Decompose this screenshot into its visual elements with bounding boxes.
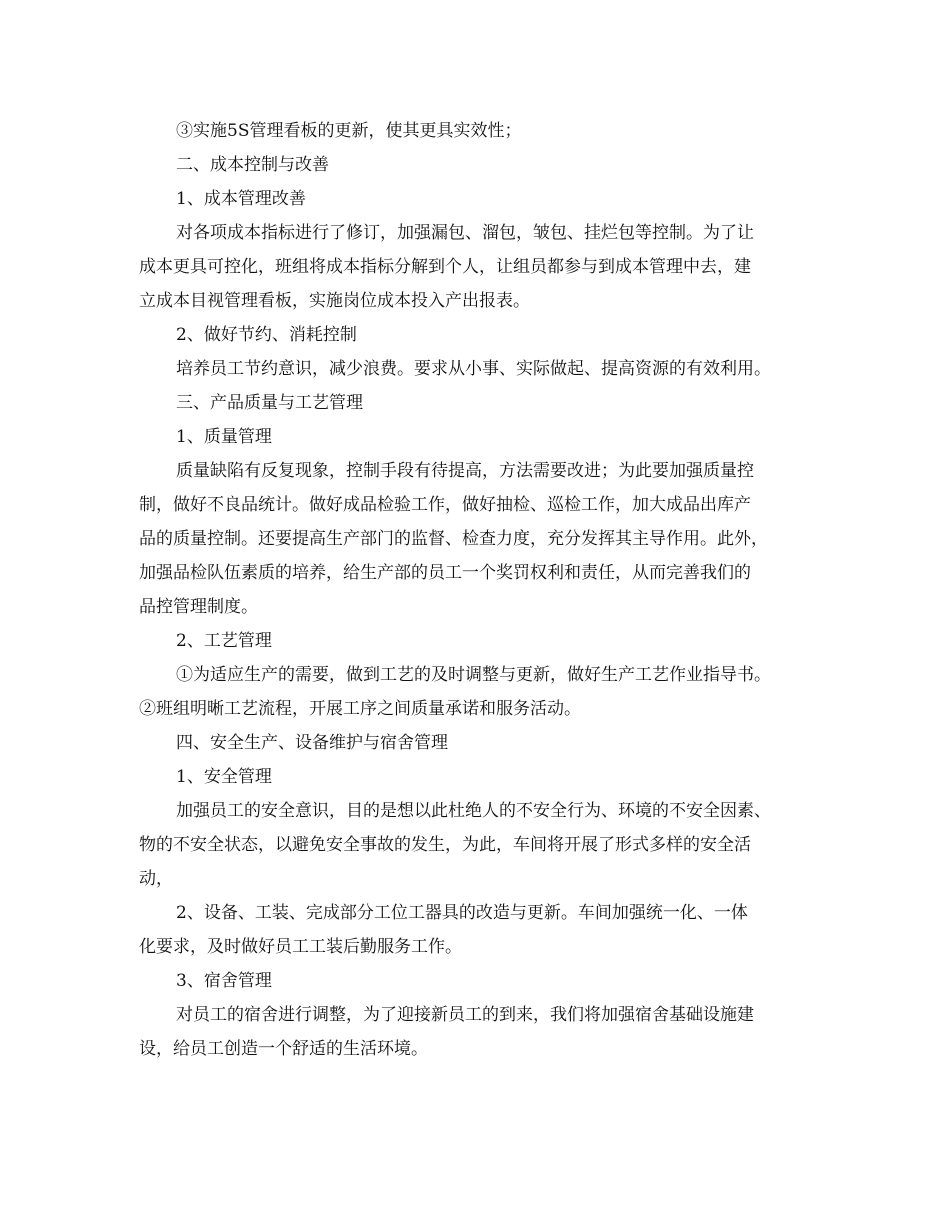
paragraph-line: 立成本目视管理看板，实施岗位成本投入产出报表。 [139,291,530,311]
section-heading-cost-control: 二、成本控制与改善 [176,155,329,175]
list-item-process: ②班组明晰工艺流程，开展工序之间质量承诺和服务活动。 [139,699,581,719]
paragraph-line: 制，做好不良品统计。做好成品检验工作，做好抽检、巡检工作，加大成品出库产 [139,495,751,515]
subheading-saving-control: 2、做好节约、消耗控制 [176,325,357,345]
list-item-process: ①为适应生产的需要，做到工艺的及时调整与更新，做好生产工艺作业指导书。 [176,665,771,685]
list-item-5s-board: ③实施5S管理看板的更新，使其更具实效性； [176,121,522,141]
document-body [139,114,839,1066]
paragraph-line: 培养员工节约意识，减少浪费。要求从小事、实际做起、提高资源的有效利用。 [176,359,771,379]
paragraph-line: 物的不安全状态，以避免安全事故的发生，为此，车间将开展了形式多样的安全活 [139,835,751,855]
paragraph-line: 化要求，及时做好员工工装后勤服务工作。 [139,937,462,957]
paragraph-line: 加强品检队伍素质的培养，给生产部的员工一个奖罚权利和责任，从而完善我们的 [139,563,751,583]
section-heading-safety: 四、安全生产、设备维护与宿舍管理 [176,733,448,753]
subheading-process-management: 2、工艺管理 [176,631,272,651]
subheading-safety-management: 1、安全管理 [176,767,272,787]
paragraph-line: 加强员工的安全意识，目的是想以此杜绝人的不安全行为、环境的不安全因素、 [176,801,771,821]
paragraph-line: 动， [139,869,173,889]
paragraph-line: 设，给员工创造一个舒适的生活环境。 [139,1039,428,1059]
paragraph-line: 品的质量控制。还要提高生产部门的监督、检查力度，充分发挥其主导作用。此外， [139,529,768,549]
subheading-cost-management: 1、成本管理改善 [176,189,306,209]
paragraph-line: 品控管理制度。 [139,597,258,617]
paragraph-line: 对各项成本指标进行了修订，加强漏包、溜包，皱包、挂烂包等控制。为了让 [176,223,754,243]
subheading-quality-management: 1、质量管理 [176,427,272,447]
section-heading-quality: 三、产品质量与工艺管理 [176,393,363,413]
paragraph-line: 成本更具可控化，班组将成本指标分解到个人，让组员都参与到成本管理中去，建 [139,257,751,277]
subheading-equipment: 2、设备、工装、完成部分工位工器具的改造与更新。车间加强统一化、一体 [176,903,748,923]
subheading-dormitory: 3、宿舍管理 [176,971,272,991]
paragraph-line: 对员工的宿舍进行调整，为了迎接新员工的到来，我们将加强宿舍基础设施建 [176,1005,754,1025]
paragraph-line: 质量缺陷有反复现象，控制手段有待提高，方法需要改进；为此要加强质量控 [176,461,754,481]
